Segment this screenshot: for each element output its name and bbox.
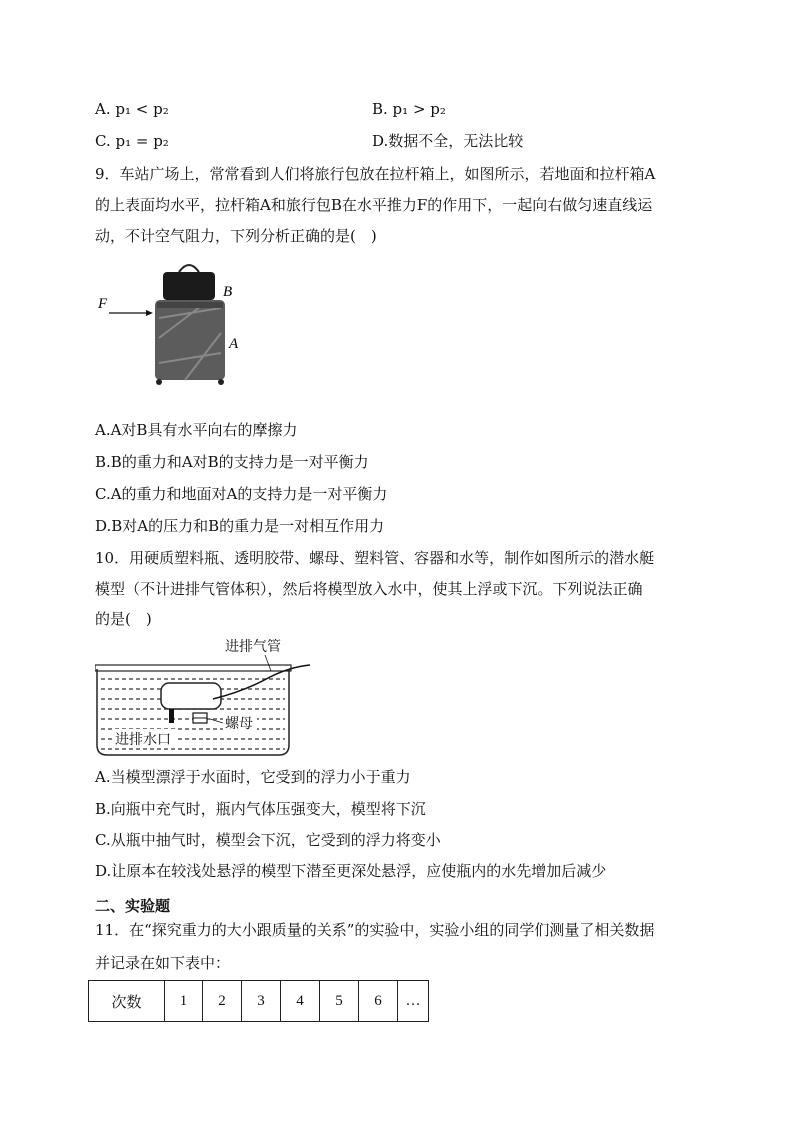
table-header-cell: 次数 xyxy=(89,981,165,1022)
label-pipe: 进排气管 xyxy=(225,639,281,655)
q10-stem-line3: 的是( ) xyxy=(95,610,152,628)
air-pipe xyxy=(213,665,310,699)
q8-option-b: B. p₁ > p₂ xyxy=(372,100,446,118)
table-row xyxy=(89,981,429,1022)
submarine-model-figure xyxy=(95,633,325,761)
q9-stem-line1: 9．车站广场上，常常看到人们将旅行包放在拉杆箱上，如图所示，若地面和拉杆箱A xyxy=(95,165,656,183)
table-cell: 4 xyxy=(281,981,320,1022)
q9-option-a: A.A对B具有水平向右的摩擦力 xyxy=(95,421,298,439)
data-table xyxy=(88,980,429,1022)
q10-option-a: A.当模型漂浮于水面时，它受到的浮力小于重力 xyxy=(95,768,411,786)
q10-stem-line1: 10．用硬质塑料瓶、透明胶带、螺母、塑料管、容器和水等，制作如图所示的潜水艇 xyxy=(95,549,655,567)
label-b: B xyxy=(223,284,233,300)
table-cell: 2 xyxy=(203,981,242,1022)
label-a: A xyxy=(229,336,239,352)
q10-option-c: C.从瓶中抽气时，模型会下沉，它受到的浮力将变小 xyxy=(95,831,441,849)
label-inlet: 进排水口 xyxy=(115,732,171,748)
label-nut: 螺母 xyxy=(225,716,253,732)
section-heading: 二、实验题 xyxy=(95,897,171,915)
travel-bag-b xyxy=(163,272,215,300)
q8-option-d: D.数据不全，无法比较 xyxy=(372,132,524,150)
bag-handle xyxy=(179,265,199,272)
table-cell: 3 xyxy=(242,981,281,1022)
q9-option-b: B.B的重力和A对B的支持力是一对平衡力 xyxy=(95,453,369,471)
table-cell: 5 xyxy=(320,981,359,1022)
q10-stem-line2: 模型（不计进排气管体积），然后将模型放入水中，使其上浮或下沉。下列说法正确 xyxy=(95,580,643,598)
table-cell: … xyxy=(398,981,429,1022)
q9-stem-line3: 动，不计空气阻力，下列分析正确的是( ) xyxy=(95,227,377,245)
q8-option-c: C. p₁ = p₂ xyxy=(95,132,169,150)
label-f: F xyxy=(98,296,108,312)
water-inlet xyxy=(169,709,174,723)
q11-stem-line1: 11．在“探究重力的大小跟质量的关系”的实验中，实验小组的同学们测量了相关数据 xyxy=(95,921,655,939)
table-cell: 6 xyxy=(359,981,398,1022)
q11-stem-line2: 并记录在如下表中： xyxy=(95,954,231,972)
table-cell: 1 xyxy=(165,981,203,1022)
q9-option-c: C.A的重力和地面对A的支持力是一对平衡力 xyxy=(95,485,388,503)
q8-option-a: A. p₁ < p₂ xyxy=(95,100,169,118)
q10-option-b: B.向瓶中充气时，瓶内气体压强变大，模型将下沉 xyxy=(95,800,426,818)
luggage-figure xyxy=(95,258,255,388)
q9-stem-line2: 的上表面均水平，拉杆箱A和旅行包B在水平推力F的作用下，一起向右做匀速直线运 xyxy=(95,196,653,214)
q10-option-d: D.让原本在较浅处悬浮的模型下潜至更深处悬浮，应使瓶内的水先增加后减少 xyxy=(95,862,607,880)
q9-option-d: D.B对A的压力和B的重力是一对相互作用力 xyxy=(95,517,385,535)
plastic-bottle xyxy=(161,683,221,709)
